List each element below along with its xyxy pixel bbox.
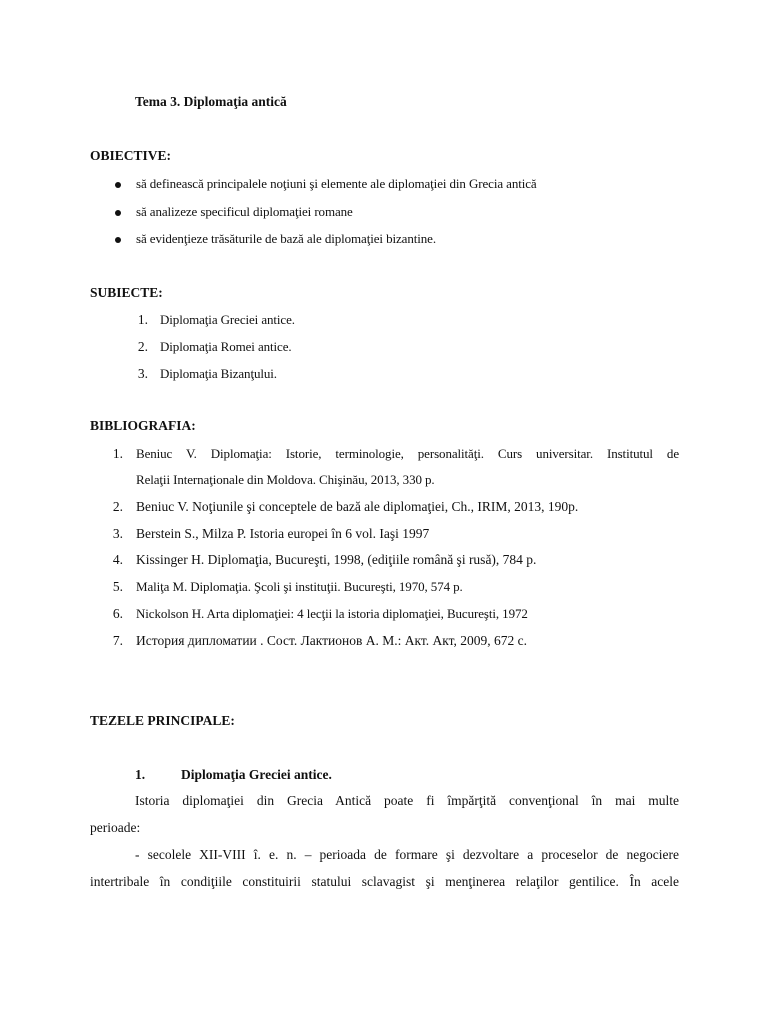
objectives-heading: OBIECTIVE:: [90, 148, 172, 163]
subject-number: 2.: [137, 339, 148, 354]
bibliography-item-line: Relaţii Internaţionale din Moldova. Chişinău, 2013, 330 p.: [136, 472, 435, 487]
bibliography-number: 6.: [112, 606, 123, 621]
paragraph-line: Istoria diplomaţiei din Grecia Antică poate fi împărţită convenţional în mai multe: [135, 793, 679, 808]
subject-number: 3.: [137, 366, 148, 381]
bibliography-item-line: Beniuc V. Diplomaţia: Istorie, terminologie, personalităţi. Curs universitar. Institutul de: [136, 446, 679, 461]
section-title: Diplomaţia Greciei antice.: [181, 767, 332, 782]
bibliography-number: 5.: [112, 579, 123, 594]
bibliography-item: Beniuc V. Noţiunile şi conceptele de bază ale diplomaţiei, Ch., IRIM, 2013, 190p.: [136, 499, 579, 514]
bibliography-number: 7.: [112, 633, 123, 648]
objective-item: să analizeze specificul diplomaţiei romane: [136, 204, 353, 219]
paragraph-line: perioade:: [90, 820, 141, 835]
subject-item: Diplomaţia Romei antice.: [160, 339, 292, 354]
bibliography-number: 2.: [112, 499, 123, 514]
bibliography-heading: BIBLIOGRAFIA:: [90, 418, 196, 433]
bibliography-item: Nickolson H. Arta diplomaţiei: 4 lecţii la istoria diplomaţiei, Bucureşti, 1972: [136, 606, 528, 621]
bibliography-item: Maliţa M. Diplomaţia. Şcoli şi instituţii. Bucureşti, 1970, 574 p.: [136, 579, 463, 594]
bullet-icon: [115, 210, 121, 216]
subject-number: 1.: [137, 312, 148, 327]
bibliography-item: История дипломатии . Сост. Лактионов А. М.: Акт. Акт, 2009, 672 с.: [136, 633, 528, 648]
page-title: Tema 3. Diplomaţia antică: [135, 94, 287, 109]
subject-item: Diplomaţia Greciei antice.: [160, 312, 295, 327]
section-number: 1.: [135, 767, 146, 782]
bibliography-item: Kissinger H. Diplomaţia, Bucureşti, 1998, (ediţiile română şi rusă), 784 p.: [136, 552, 537, 567]
objective-item: să definească principalele noţiuni şi elemente ale diplomaţiei din Grecia antică: [136, 176, 537, 191]
bullet-icon: [115, 182, 121, 188]
bibliography-number: 4.: [112, 552, 123, 567]
paragraph-line: - secolele XII-VIII î. e. n. – perioada de formare şi dezvoltare a proceselor de negociere: [135, 847, 679, 862]
bibliography-item: Berstein S., Milza P. Istoria europei în 6 vol. Iaşi 1997: [136, 526, 430, 541]
objective-item: să evidenţieze trăsăturile de bază ale diplomaţiei bizantine.: [136, 231, 436, 246]
theses-heading: TEZELE PRINCIPALE:: [90, 713, 235, 728]
paragraph-line: intertribale în condiţiile constituirii statului sclavagist şi menţinerea relaţilor gentilice. În acele: [90, 874, 679, 889]
bibliography-number: 3.: [112, 526, 123, 541]
bibliography-number: 1.: [112, 446, 123, 461]
bullet-icon: [115, 237, 121, 243]
subjects-heading: SUBIECTE:: [90, 285, 163, 300]
subject-item: Diplomaţia Bizanţului.: [160, 366, 277, 381]
